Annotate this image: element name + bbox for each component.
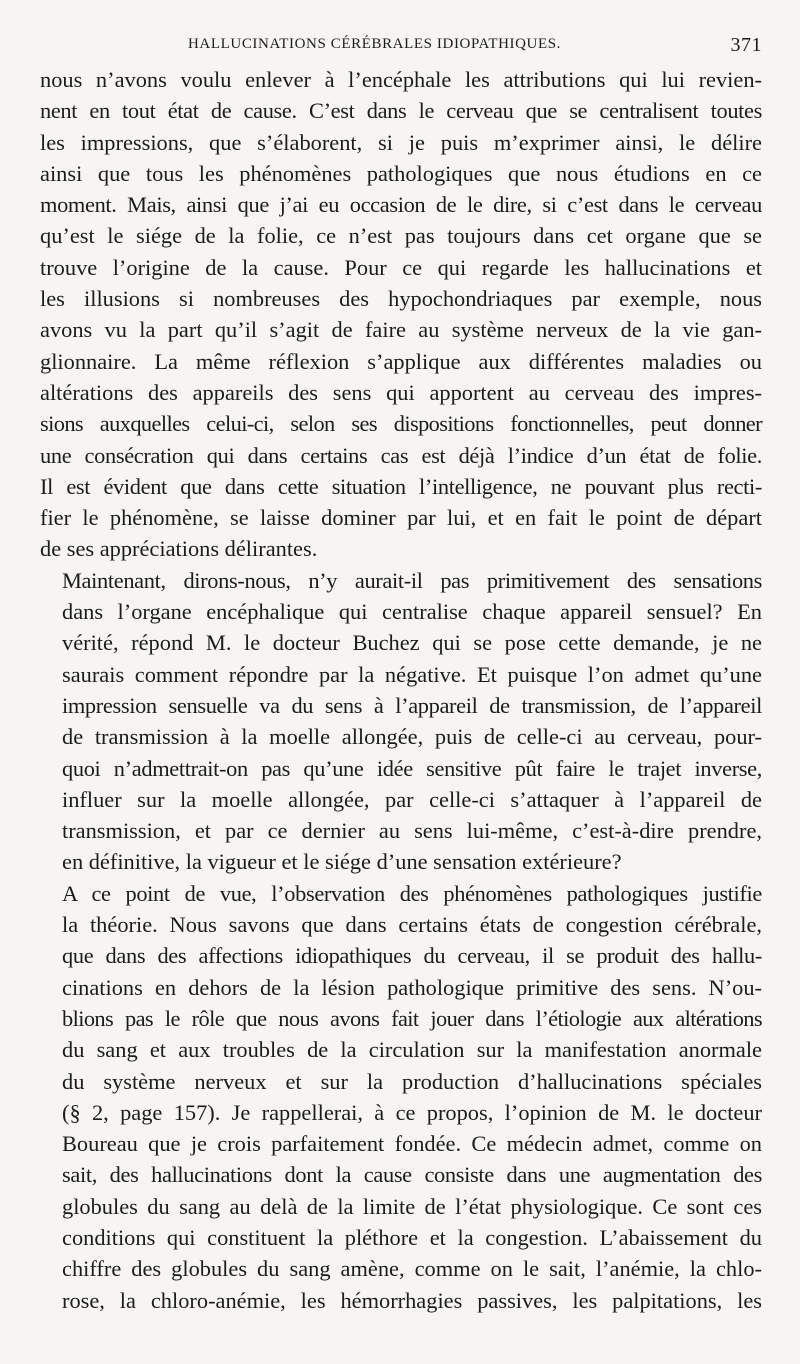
text-line: Il est évident que dans cette situation l’intelligence, ne pouvant plus recti- [40,473,762,499]
body-text [40,64,762,1316]
text-line: cinations en dehors de la lésion pathologique primitive des sens. N’ou- [62,974,762,1000]
running-title: HALLUCINATIONS CÉRÉBRALES IDIOPATHIQUES. [188,36,562,52]
text-line: qu’est le siége de la folie, ce n’est pas toujours dans cet organe que se [40,223,762,249]
text-line: les impressions, que s’élaborent, si je puis m’exprimer ainsi, le délire [40,129,762,155]
text-line: blions pas le rôle que nous avons fait jouer dans l’étiologie aux altérations [62,1005,762,1031]
text-line: (§ 2, page 157). Je rappellerai, à ce propos, l’opinion de M. le docteur [62,1099,762,1125]
text-line: transmission, et par ce dernier au sens lui-même, c’est-à-dire prendre, [62,818,762,844]
text-line: quoi n’admettrait-on pas qu’une idée sensitive pût faire le trajet inverse, [62,755,762,781]
text-line: dans l’organe encéphalique qui centralise chaque appareil sensuel? En [62,599,762,625]
text-line: les illusions si nombreuses des hypochondriaques par exemple, nous [40,286,762,312]
text-line: vérité, répond M. le docteur Buchez qui se pose cette demande, je ne [62,630,762,656]
text-line: sions auxquelles celui-ci, selon ses dispositions fonctionnelles, peut donner [40,411,762,437]
text-line: du sang et aux troubles de la circulation sur la manifestation anormale [62,1037,762,1063]
text-line: moment. Mais, ainsi que j’ai eu occasion de le dire, si c’est dans le cerveau [40,192,762,218]
text-line: que dans des affections idiopathiques du cerveau, il se produit des hallu- [62,943,762,969]
text-line: de ses appréciations délirantes. [40,536,318,562]
text-line: Maintenant, dirons-nous, n’y aurait-il pas primitivement des sensations [62,567,762,593]
text-line: ainsi que tous les phénomènes pathologiques que nous étudions en ce [40,160,762,186]
paragraph-1 [40,64,762,565]
text-line: en définitive, la vigueur et le siége d’une sensation extérieure? [62,849,622,875]
text-line: de transmission à la moelle allongée, puis de celle-ci au cerveau, pour- [62,724,762,750]
text-line: la théorie. Nous savons que dans certains états de congestion cérébrale, [62,912,762,938]
text-line: glionnaire. La même réflexion s’applique aux différentes maladies ou [40,348,762,374]
text-line: altérations des appareils des sens qui apportent au cerveau des impres- [40,379,762,405]
paragraph-3 [40,878,762,1316]
text-line: Boureau que je crois parfaitement fondée. Ce médecin admet, comme on [62,1131,762,1157]
text-line: chiffre des globules du sang amène, comme on le sait, l’anémie, la chlo- [62,1256,762,1282]
text-line: sait, des hallucinations dont la cause consiste dans une augmentation des [62,1162,762,1188]
page-number: 371 [730,34,762,56]
text-line: avons vu la part qu’il s’agit de faire au système nerveux de la vie gan- [40,317,762,343]
text-line: rose, la chloro-anémie, les hémorrhagies passives, les palpitations, les [62,1287,762,1313]
text-line: du système nerveux et sur la production d’hallucinations spéciales [62,1068,762,1094]
text-line: A ce point de vue, l’observation des phénomènes pathologiques justifie [62,880,762,906]
text-line: influer sur la moelle allongée, par celle-ci s’attaquer à l’appareil de [62,786,762,812]
running-header [40,34,762,58]
text-line: nent en tout état de cause. C’est dans le cerveau que se centralisent toutes [40,98,762,124]
text-line: conditions qui constituent la pléthore et la congestion. L’abaissement du [62,1224,762,1250]
text-line: saurais comment répondre par la négative. Et puisque l’on admet qu’une [62,661,762,687]
paragraph-2 [40,565,762,878]
text-line: nous n’avons voulu enlever à l’encéphale les attributions qui lui revien- [40,67,762,92]
text-line: trouve l’origine de la cause. Pour ce qui regarde les hallucinations et [40,254,762,280]
text-line: une consécration qui dans certains cas est déjà l’indice d’un état de folie. [40,442,762,468]
text-line: globules du sang au delà de la limite de l’état physiologique. Ce sont ces [62,1193,762,1219]
text-line: impression sensuelle va du sens à l’appareil de transmission, de l’appareil [62,692,762,718]
text-line: fier le phénomène, se laisse dominer par lui, et en fait le point de départ [40,505,762,531]
